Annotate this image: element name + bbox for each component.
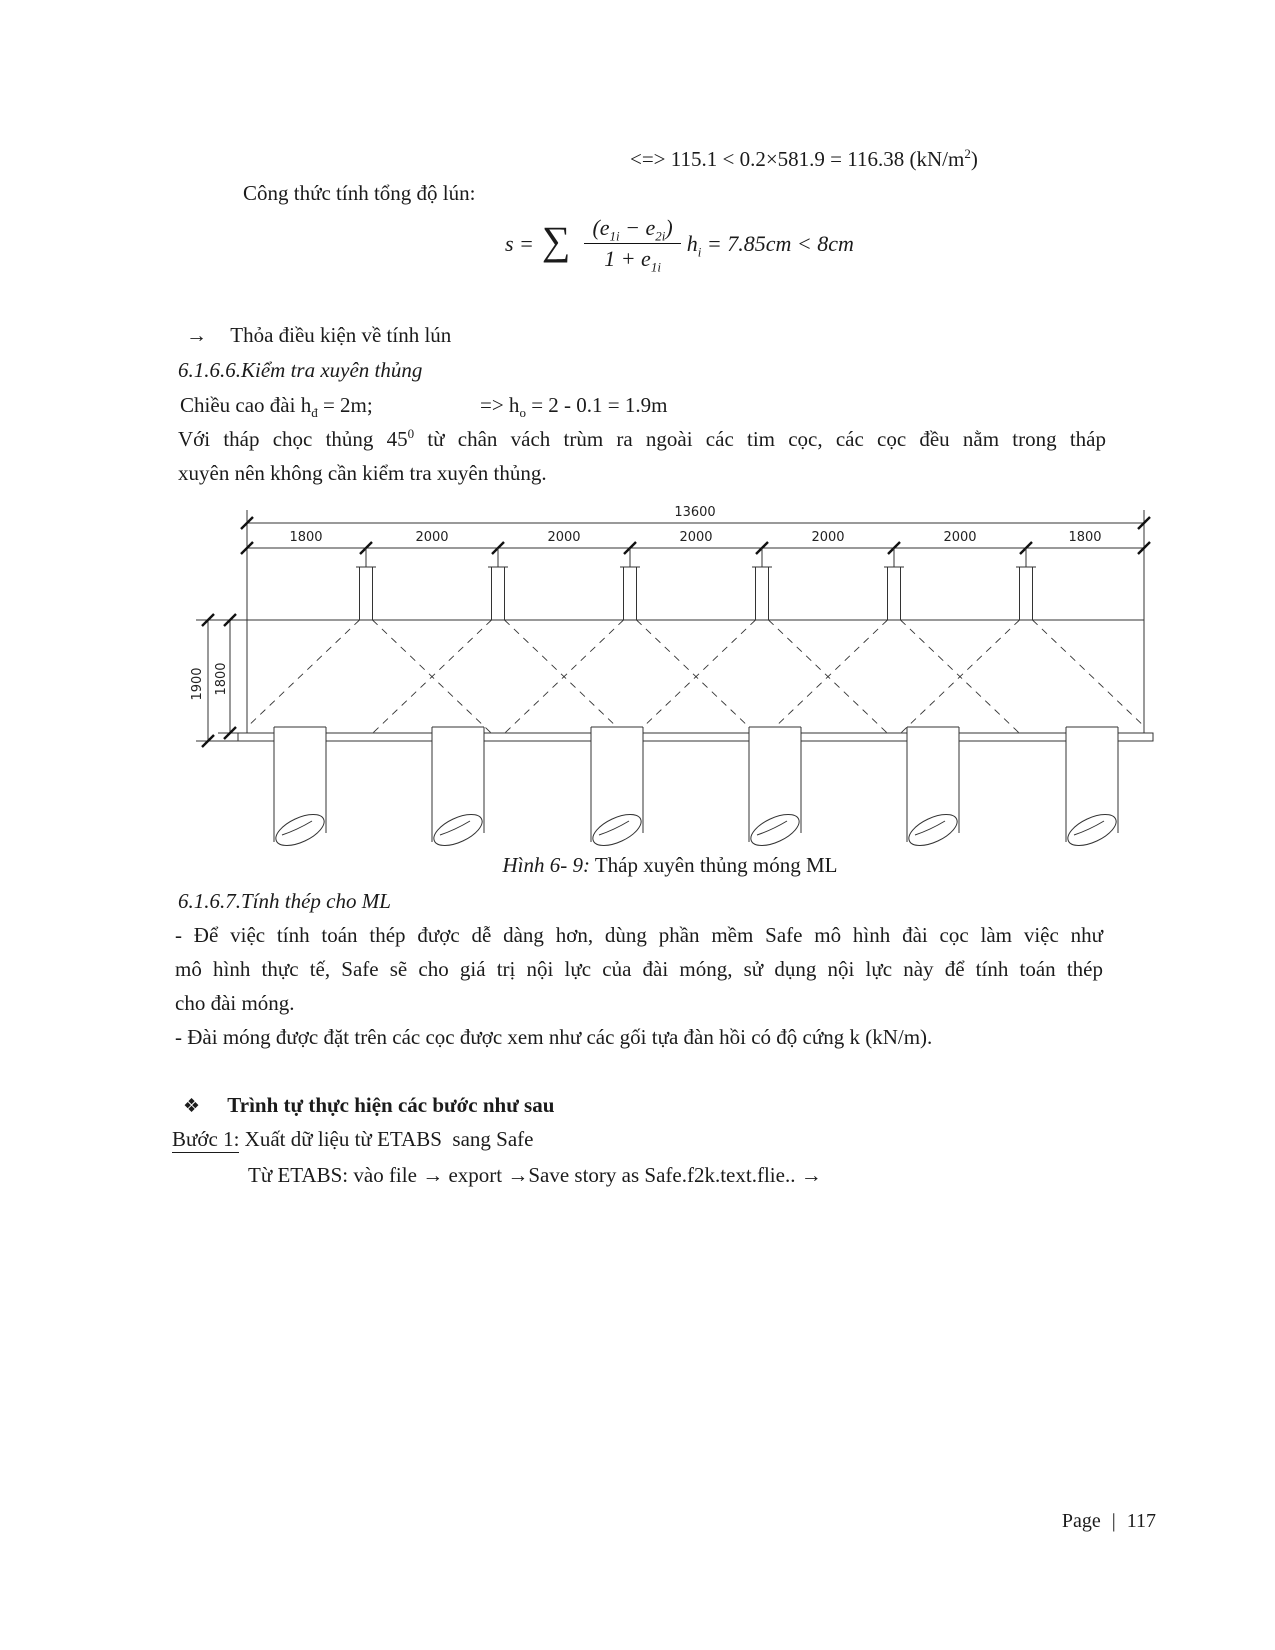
settlement-formula-label: Công thức tính tổng độ lún: [243,181,476,205]
equation-close: ) [970,147,978,171]
formula-lhs: s = [505,230,534,256]
pile [588,727,645,850]
dim-label-seg4: 2000 [679,530,713,545]
dim-label-seg1: 1800 [289,530,323,545]
punching-tower-lines [241,620,1151,733]
settlement-formula [505,215,854,275]
fraction-numerator: $(e_{1i} - e_{2i})$ [584,215,680,244]
wall-column [884,548,904,620]
steps-heading: Trình tự thực hiện các bước như sau [227,1093,555,1117]
wall-column [356,548,376,620]
arrow-icon: → [422,1163,444,1187]
settlement-conclusion-text: Thỏa điều kiện về tính lún [230,323,452,347]
spring-support-paragraph: - Đài móng được đặt trên các cọc được xem như các gối tựa đàn hồi có độ cứng k (kN/m). [175,1025,933,1049]
pile [429,727,486,850]
equation-superscript: 2 [964,146,971,161]
step1-detail-line: Từ ETABS: vào file → export →Save story as Safe.f2k.text.flie.. → [248,1163,822,1187]
pile [904,727,961,850]
figure-caption-text: Tháp xuyên thủng móng ML [589,853,838,877]
arrow-icon: → [507,1163,529,1187]
punching-tower-drawing [0,478,1275,850]
dim-label-1900: 1900 [190,667,205,701]
formula-tail: $h_i = 7.85cm < 8cm$ [686,230,854,259]
step1-line [172,1122,533,1156]
wall-column [488,548,508,620]
dim-label-seg5: 2000 [811,530,845,545]
punching-tower-paragraph-line2: xuyên nên không cần kiểm tra xuyên thủng. [178,461,547,485]
page-footer [1000,1504,1156,1538]
dim-label-total: 13600 [674,505,716,520]
pile [271,727,328,850]
figure-caption [420,848,920,882]
safe-paragraph-line3: cho đài móng. [175,991,295,1015]
diamond-bullet-icon: ❖ [183,1096,201,1117]
steps-heading-row [183,1088,554,1124]
footer-page-number: 117 [1126,1510,1156,1532]
sigma-symbol: ∑ [541,217,571,263]
step1-label: Bước 1: [172,1127,240,1151]
arrow-icon: → [795,1163,822,1187]
piles [271,727,1120,850]
dimension-total [241,505,1150,529]
effective-height-line: => $h_o = 2 - 0.1 = 1.9m$ [480,393,668,421]
punching-tower-paragraph-line1: Với tháp chọc thủng $45^0$ từ chân vách trùm ra ngoài các tim cọc, các cọc đều nằm trong tháp [178,426,1106,451]
pile [1063,727,1120,850]
wall-column [620,548,640,620]
dimension-segments [241,530,1150,554]
safe-paragraph-line2: mô hình thực tế, Safe sẽ cho giá trị nội lực của đài móng, sử dụng nội lực này để tính toán thép [175,957,1103,981]
pile-cap-height-line: Chiều cao đài $h_đ = 2m$; [180,393,373,421]
safe-paragraph-line1: - Để việc tính toán thép được dễ dàng hơn, dùng phần mềm Safe mô hình đài cọc làm việc như [175,923,1103,947]
step1-text: Xuất dữ liệu từ ETABS sang Safe [239,1127,534,1151]
left-dimensions [190,614,247,747]
wall-columns [356,548,1036,620]
dim-label-seg2: 2000 [415,530,449,545]
equation-condition [630,142,978,176]
dim-label-seg7: 1800 [1068,530,1102,545]
pile [746,727,803,850]
footer-separator: | [1111,1510,1116,1532]
section-title-6166: 6.1.6.6.Kiểm tra xuyên thủng [178,358,423,382]
figure-caption-label: Hình 6- 9: [502,853,590,877]
section-title-6167: 6.1.6.7.Tính thép cho ML [178,889,391,913]
dim-label-seg3: 2000 [547,530,581,545]
fraction-denominator: $1 + e_{1i}$ [604,246,661,275]
formula-fraction [584,215,680,275]
blinding-layer [238,733,1153,741]
footer-page-label: Page [1061,1510,1101,1532]
dim-label-1800: 1800 [214,662,229,696]
settlement-conclusion [186,318,451,352]
wall-column [1016,548,1036,620]
arrow-icon: → [186,323,207,347]
end-extension-lines [247,510,1144,620]
equation-main: <=> 115.1 < 0.2×581.9 = 116.38 (kN/m [630,147,965,171]
wall-column [752,548,772,620]
dim-label-seg6: 2000 [943,530,977,545]
